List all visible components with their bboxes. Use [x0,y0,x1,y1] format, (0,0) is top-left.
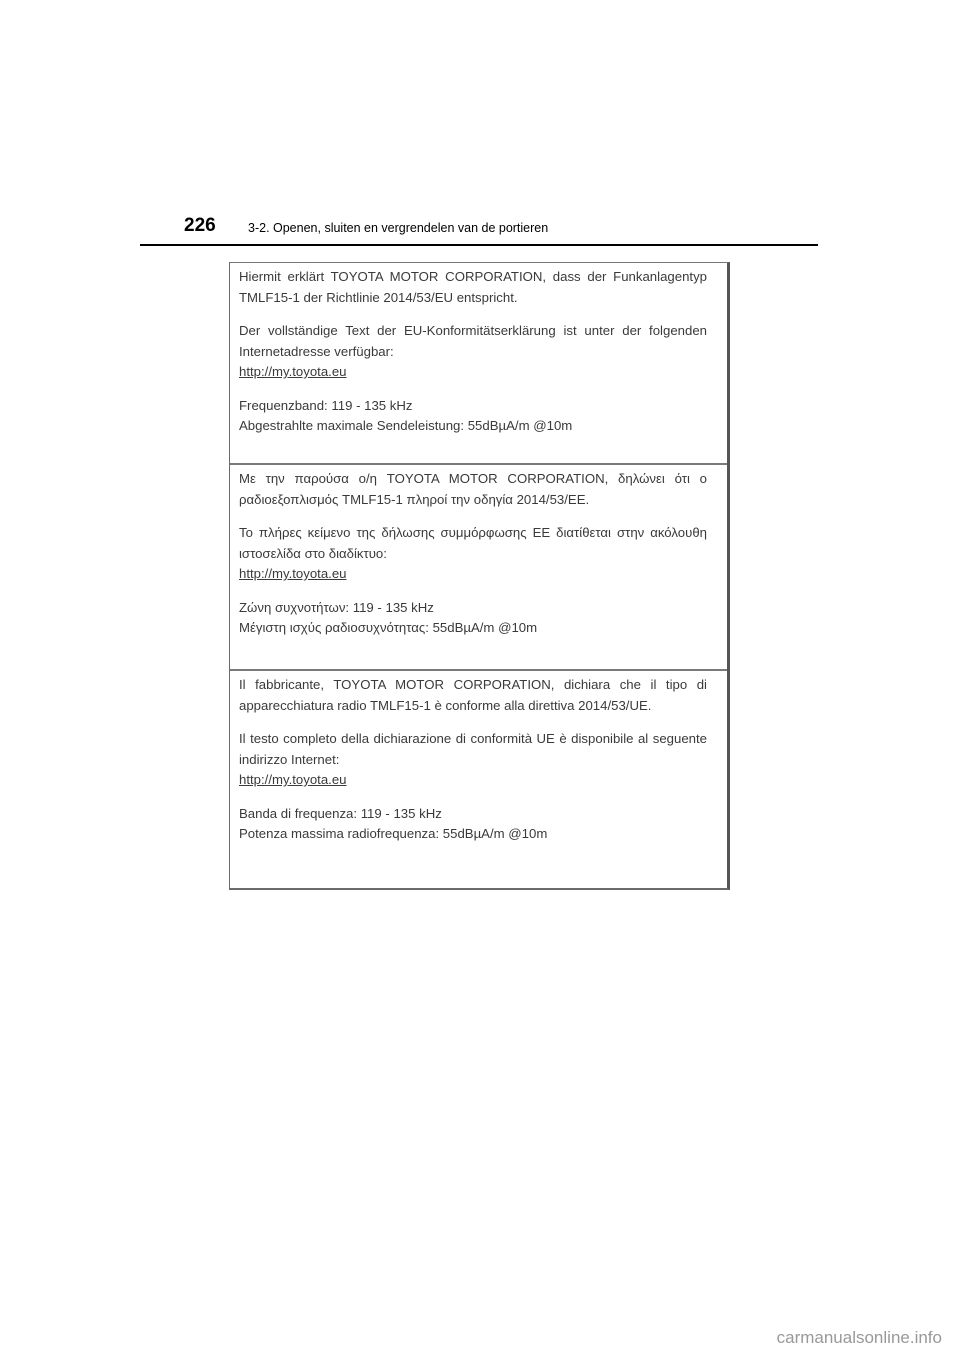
chapter-title: 3-2. Openen, sluiten en vergrendelen van de portieren [248,221,549,235]
declaration-statement: Hiermit erklärt TOYOTA MOTOR CORPORATION, dass der Funkanlagentyp TMLF15-1 der Richtlinie 2014/53/EU entspricht. [239,269,707,305]
declaration-box [229,262,730,890]
frequency-band: Frequenzband: 119 - 135 kHz [239,397,413,413]
declaration-link[interactable]: http://my.toyota.eu [239,364,347,379]
page-number: 226 [184,215,216,236]
header-rule [140,244,818,246]
declaration-availability: Il testo completo della dichiarazione di conformità UE è disponibile al seguente indirizzo Internet: [239,731,707,767]
declaration-section-italian [230,675,727,845]
declaration-section-german [230,267,727,437]
frequency-band: Banda di frequenza: 119 - 135 kHz [239,805,442,821]
frequency-band: Ζώνη συχνοτήτων: 119 - 135 kHz [239,599,434,615]
max-power: Μέγιστη ισχύς ραδιοσυχνότητας: 55dBµA/m @10m [239,620,538,635]
declaration-statement: Με την παρούσα ο/η TOYOTA MOTOR CORPORATION, δηλώνει ότι ο ραδιοεξοπλισμός TMLF15-1 πληροί την οδηγία 2014/53/ΕΕ. [239,471,707,507]
declaration-availability: Der vollständige Text der EU-Konformitätserklärung ist unter der folgenden Internetadresse verfügbar: [239,323,707,359]
max-power: Abgestrahlte maximale Sendeleistung: 55dBµA/m @10m [239,418,573,433]
watermark: carmanualsonline.info [776,1328,942,1347]
declaration-link[interactable]: http://my.toyota.eu [239,772,347,787]
section-divider [230,669,727,671]
section-divider [230,463,727,465]
declaration-statement: Il fabbricante, TOYOTA MOTOR CORPORATION, dichiara che il tipo di apparecchiatura radio TMLF15-1 è conforme alla direttiva 2014/53/UE. [239,677,707,713]
declaration-section-greek [230,469,727,639]
max-power: Potenza massima radiofrequenza: 55dBµA/m @10m [239,826,548,841]
declaration-link[interactable]: http://my.toyota.eu [239,566,347,581]
declaration-availability: Το πλήρες κείμενο της δήλωσης συμμόρφωσης ΕΕ διατίθεται στην ακόλουθη ιστοσελίδα στο διαδίκτυο: [239,525,707,561]
